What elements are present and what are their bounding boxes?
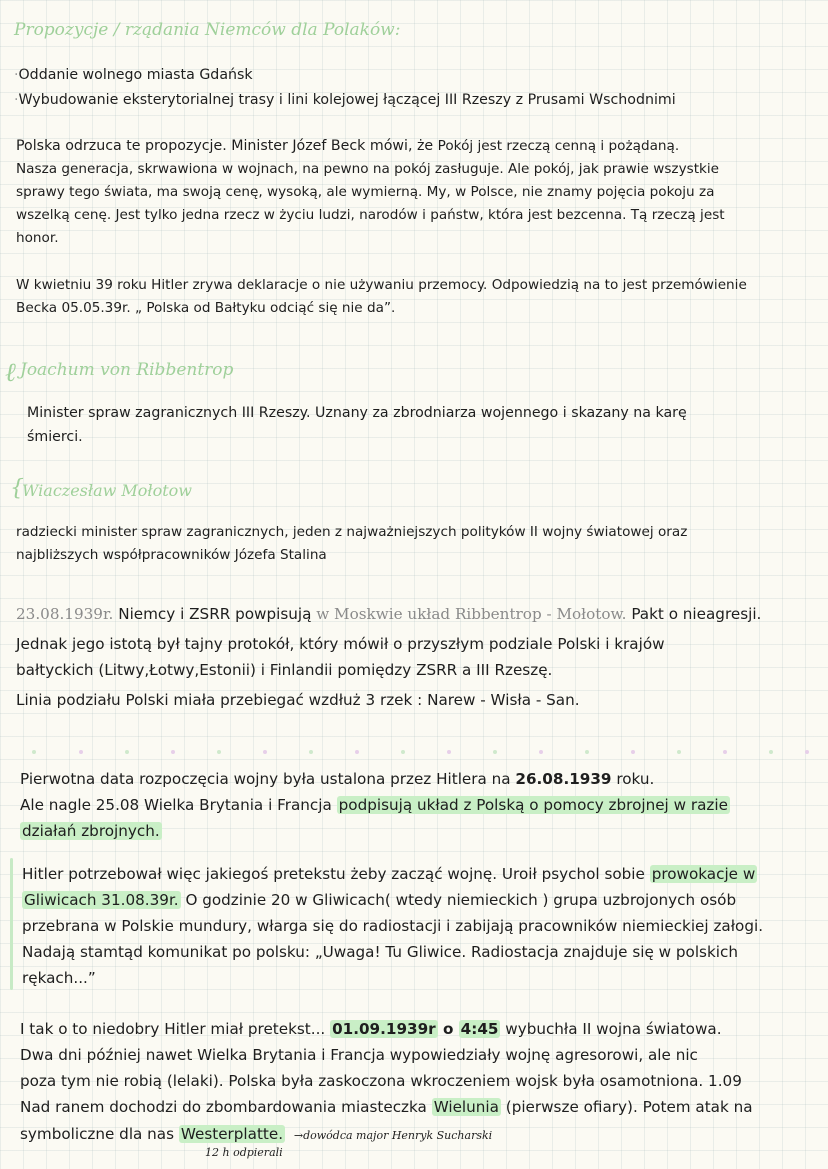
pact-line: Jednak jego istotą był tajny protokół, który mówił o przyszłym podziale Polski i krajów (16, 635, 665, 653)
pact-line: bałtyckich (Litwy,Łotwy,Estonii) i Finlandii pomiędzy ZSRR a III Rzeszę. (16, 661, 553, 679)
date-highlight: 26.08.1939 (515, 770, 612, 788)
war-line: poza tym nie robią (lelaki). Polska była zaskoczona wkroczeniem wojsk była osamotniona. 1.09 (20, 1072, 742, 1090)
start-line: Ale nagle 25.08 Wielka Brytania i Francja podpisują układ z Polską o pomocy zbrojnej w razie (20, 796, 728, 814)
war-line: Dwa dni później nawet Wielka Brytania i Francja wypowiedziały wojnę agresorowi, ale nic (20, 1046, 698, 1064)
highlighted-text: prowokacje w (651, 865, 756, 883)
brace-doodle-icon: { (10, 476, 24, 501)
bracket-doodle-icon: ℓ (5, 358, 16, 388)
gliwice-line: rękach...” (22, 969, 96, 987)
demand-item: ·Oddanie wolnego miasta Gdańsk (14, 67, 253, 83)
highlighted-text: Westerplatte. (180, 1125, 284, 1143)
war-line: I tak o to niedobry Hitler miał pretekst... 01.09.1939r o 4:45 wybuchła II wojna światowa. (20, 1020, 722, 1038)
april-paragraph-line: W kwietniu 39 roku Hitler zrywa deklaracje o nie używaniu przemocy. Odpowiedzią na to jest przemówienie (16, 277, 747, 293)
war-time-highlight: 4:45 (460, 1020, 499, 1038)
ribbentrop-description-line: Minister spraw zagranicznych III Rzeszy. Uznany za zbrodniarza wojennego i skazany na karę (27, 405, 687, 421)
april-paragraph-line: Becka 05.05.39r. „ Polska od Bałtyku odciąć się nie da”. (16, 300, 396, 316)
ribbentrop-name: Joachum von Ribbentrop (20, 360, 234, 380)
beck-quote-line: Nasza generacja, skrwawiona w wojnach, na pewno na pokój zasługuje. Ale pokój, jak prawie wszystkie (16, 161, 720, 177)
molotow-name: Wiaczesław Mołotow (22, 481, 192, 500)
quote-side-bar (10, 858, 13, 990)
start-line: Pierwotna data rozpoczęcia wojny była ustalona przez Hitlera na 26.08.1939 roku. (20, 770, 655, 788)
molotow-description-line: najbliższych współpracowników Józefa Stalina (16, 547, 327, 563)
demand-item: ·Wybudowanie eksterytorialnej trasy i lini kolejowej łączącej III Rzeszy z Prusami Wschodnimi (14, 92, 676, 108)
handwritten-note: →dowódca major Henryk Sucharski (293, 1129, 493, 1142)
beck-quote-line: wszelką cenę. Jest tylko jedna rzecz w życiu ludzi, narodów i państw, która jest bezcenna. Tą rzeczą jest (16, 207, 725, 223)
beck-paragraph-line: Polska odrzuca te propozycje. Minister Józef Beck mówi, że Pokój jest rzeczą cenną i pożądaną. (16, 138, 680, 154)
ribbentrop-description-line: śmierci. (27, 429, 83, 445)
highlighted-text: działań zbrojnych. (22, 822, 160, 840)
section-heading-demands: Propozycje / rządania Niemców dla Polaków: (14, 20, 401, 40)
war-line: Nad ranem dochodzi do zbombardowania miasteczka Wielunia (pierwsze ofiary). Potem atak na (20, 1098, 753, 1116)
gliwice-line: przebrana w Polskie mundury, włarga się do radiostacji i zabijają pracowników niemieckiej załogi. (22, 917, 764, 935)
highlighted-text: podpisują układ z Polską o pomocy zbrojnej w razie (338, 796, 728, 814)
pact-date: 23.08.1939r. (16, 605, 114, 623)
gliwice-line: Gliwicach 31.08.39r. O godzinie 20 w Gliwicach( wtedy niemieckich ) grupa uzbrojonych osób (24, 891, 737, 909)
dotted-divider (0, 750, 828, 760)
gliwice-line: Hitler potrzebował więc jakiegoś pretekstu żeby zacząć wojnę. Uroił psychol sobie prowokacje w (22, 865, 756, 883)
war-date-highlight: 01.09.1939r (332, 1020, 436, 1038)
pact-line: Linia podziału Polski miała przebiegać wzdłuż 3 rzek : Narew - Wisła - San. (16, 691, 580, 709)
gliwice-line: Nadają stamtąd komunikat po polsku: „Uwaga! Tu Gliwice. Radiostacja znajduje się w polskich (22, 943, 738, 961)
war-line: symboliczne dla nas Westerplatte. →dowódca major Henryk Sucharski (20, 1125, 493, 1143)
beck-quote-line: sprawy tego świata, ma swoją cenę, wysoką, ale wymierną. My, w Polsce, nie znamy pojęcia pokoju za (16, 184, 715, 200)
handwritten-note: 12 h odpierali (205, 1146, 283, 1159)
pact-line: 23.08.1939r. Niemcy i ZSRR powpisują w Moskwie układ Ribbentrop - Mołotow. Pakt o nieagresji. (16, 605, 762, 623)
molotow-description-line: radziecki minister spraw zagranicznych, jeden z najważniejszych polityków II wojny światowej oraz (16, 524, 688, 540)
highlighted-text: Wielunia (433, 1098, 499, 1116)
highlighted-text: Gliwicach 31.08.39r. (24, 891, 179, 909)
beck-quote-line: honor. (16, 230, 59, 246)
start-line (20, 822, 162, 840)
